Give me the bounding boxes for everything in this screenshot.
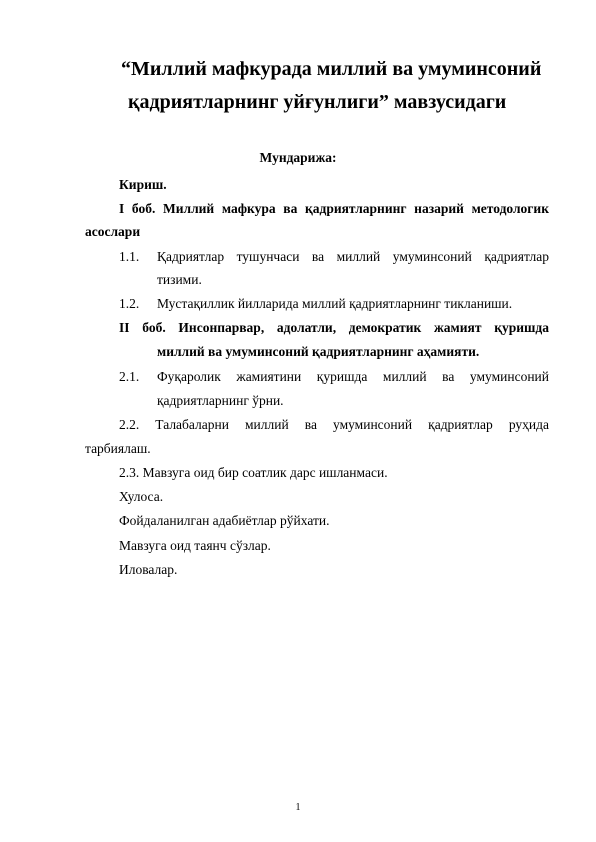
toc-item-2-2-line-1: 2.2. Талабаларни миллий ва умуминсоний қадриятлар руҳида <box>119 417 549 432</box>
page-number: 1 <box>295 802 301 813</box>
toc-intro: Кириш. <box>119 177 167 192</box>
document-title-line-2: қадриятларнинг уйғунлиги” мавзусидаги <box>128 91 507 113</box>
toc-item-2-2-line-2: тарбиялаш. <box>85 441 151 456</box>
toc-chapter-2-line-2: миллий ва умуминсоний қадриятларнинг аҳамияти. <box>157 344 480 359</box>
toc-appendices: Иловалар. <box>119 562 178 577</box>
toc-item-2-1-line-1: Фуқаролик жамиятини қуришда миллий ва умуминсоний <box>157 369 549 384</box>
toc-chapter-1-line-2: асослари <box>85 224 141 239</box>
toc-item-1-2-number: 1.2. <box>119 296 140 311</box>
toc-item-1-1-number: 1.1. <box>119 249 140 264</box>
toc-conclusion: Хулоса. <box>119 489 164 504</box>
toc-chapter-1-line-1: I боб. Миллий мафкура ва қадриятларнинг назарий методологик <box>119 201 549 216</box>
toc-item-2-1-number: 2.1. <box>119 369 140 384</box>
contents-heading: Мундарижа: <box>259 150 337 165</box>
toc-item-1-2-line-1: Мустақиллик йилларида миллий қадриятларнинг тикланиши. <box>157 296 513 311</box>
toc-item-2-1-line-2: қадриятларнинг ўрни. <box>157 393 284 408</box>
toc-item-1-1-line-1: Қадриятлар тушунчаси ва миллий умуминсоний қадриятлар <box>157 249 549 264</box>
toc-keywords: Мавзуга оид таянч сўзлар. <box>119 538 271 553</box>
toc-item-2-3: 2.3. Мавзуга оид бир соатлик дарс ишланмаси. <box>119 465 388 480</box>
toc-references: Фойдаланилган адабиётлар рўйхати. <box>119 513 330 528</box>
toc-chapter-2-line-1: II боб. Инсонпарвар, адолатли, демократик жамият қуришда <box>119 320 549 335</box>
toc-item-1-1-line-2: тизими. <box>157 272 202 287</box>
document-title-line-1: “Миллий мафкурада миллий ва умуминсоний <box>121 58 542 80</box>
